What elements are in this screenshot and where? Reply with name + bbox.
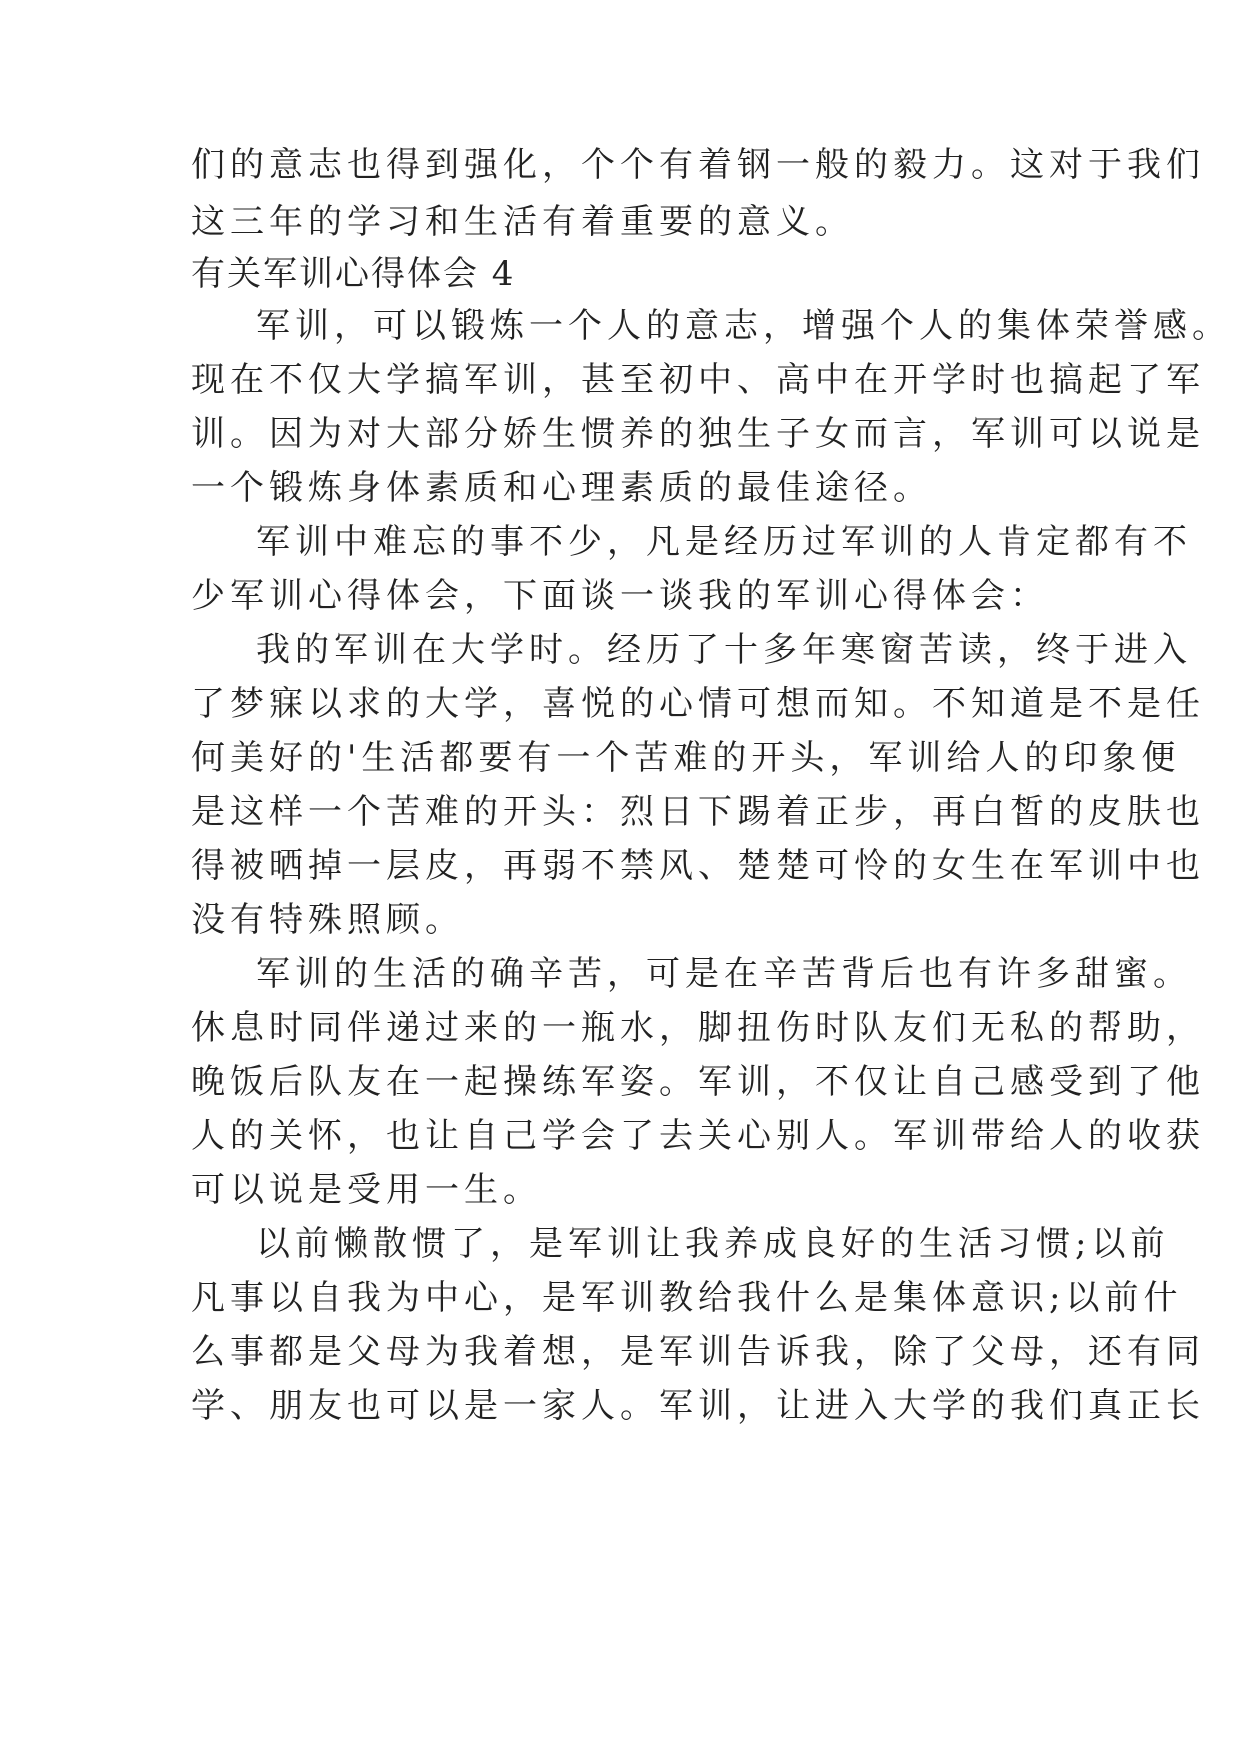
text-line: 得被晒掉一层皮，再弱不禁风、楚楚可怜的女生在军训中也 (191, 846, 1205, 886)
text-line: 学、朋友也可以是一家人。军训，让进入大学的我们真正长 (191, 1386, 1205, 1426)
paragraph-first-line: 军训中难忘的事不少，凡是经历过军训的人肯定都有不 (256, 522, 1192, 562)
text-line: 么事都是父母为我着想，是军训告诉我，除了父母，还有同 (191, 1332, 1205, 1372)
paragraph-first-line: 军训的生活的确辛苦，可是在辛苦背后也有许多甜蜜。 (256, 954, 1192, 994)
text-line: 一个锻炼身体素质和心理素质的最佳途径。 (191, 468, 932, 508)
text-line: 这三年的学习和生活有着重要的意义。 (191, 202, 854, 242)
text-line: 们的意志也得到强化，个个有着钢一般的毅力。这对于我们 (191, 145, 1205, 185)
text-line: 现在不仅大学搞军训，甚至初中、高中在开学时也搞起了军 (191, 360, 1205, 400)
text-line: 人的关怀，也让自己学会了去关心别人。军训带给人的收获 (191, 1116, 1205, 1156)
text-line: 凡事以自我为中心，是军训教给我什么是集体意识;以前什 (191, 1278, 1183, 1318)
section-heading: 有关军训心得体会 4 (191, 254, 516, 294)
text-line: 训。因为对大部分娇生惯养的独生子女而言，军训可以说是 (191, 414, 1205, 454)
text-line: 晚饭后队友在一起操练军姿。军训，不仅让自己感受到了他 (191, 1062, 1205, 1102)
paragraph-first-line: 我的军训在大学时。经历了十多年寒窗苦读，终于进入 (256, 630, 1192, 670)
text-line: 是这样一个苦难的开头：烈日下踢着正步，再白皙的皮肤也 (191, 792, 1205, 832)
text-line: 少军训心得体会，下面谈一谈我的军训心得体会： (191, 576, 1049, 616)
text-line: 休息时同伴递过来的一瓶水，脚扭伤时队友们无私的帮助， (191, 1008, 1205, 1048)
text-line: 可以说是受用一生。 (191, 1170, 542, 1210)
text-line: 了梦寐以求的大学，喜悦的心情可想而知。不知道是不是任 (191, 684, 1205, 724)
paragraph-first-line: 以前懒散惯了，是军训让我养成良好的生活习惯;以前 (256, 1224, 1170, 1264)
text-line: 没有特殊照顾。 (191, 900, 464, 940)
paragraph-first-line: 军训，可以锻炼一个人的意志，增强个人的集体荣誉感。 (256, 306, 1231, 346)
text-line: 何美好的'生活都要有一个苦难的开头，军训给人的印象便 (191, 738, 1181, 778)
